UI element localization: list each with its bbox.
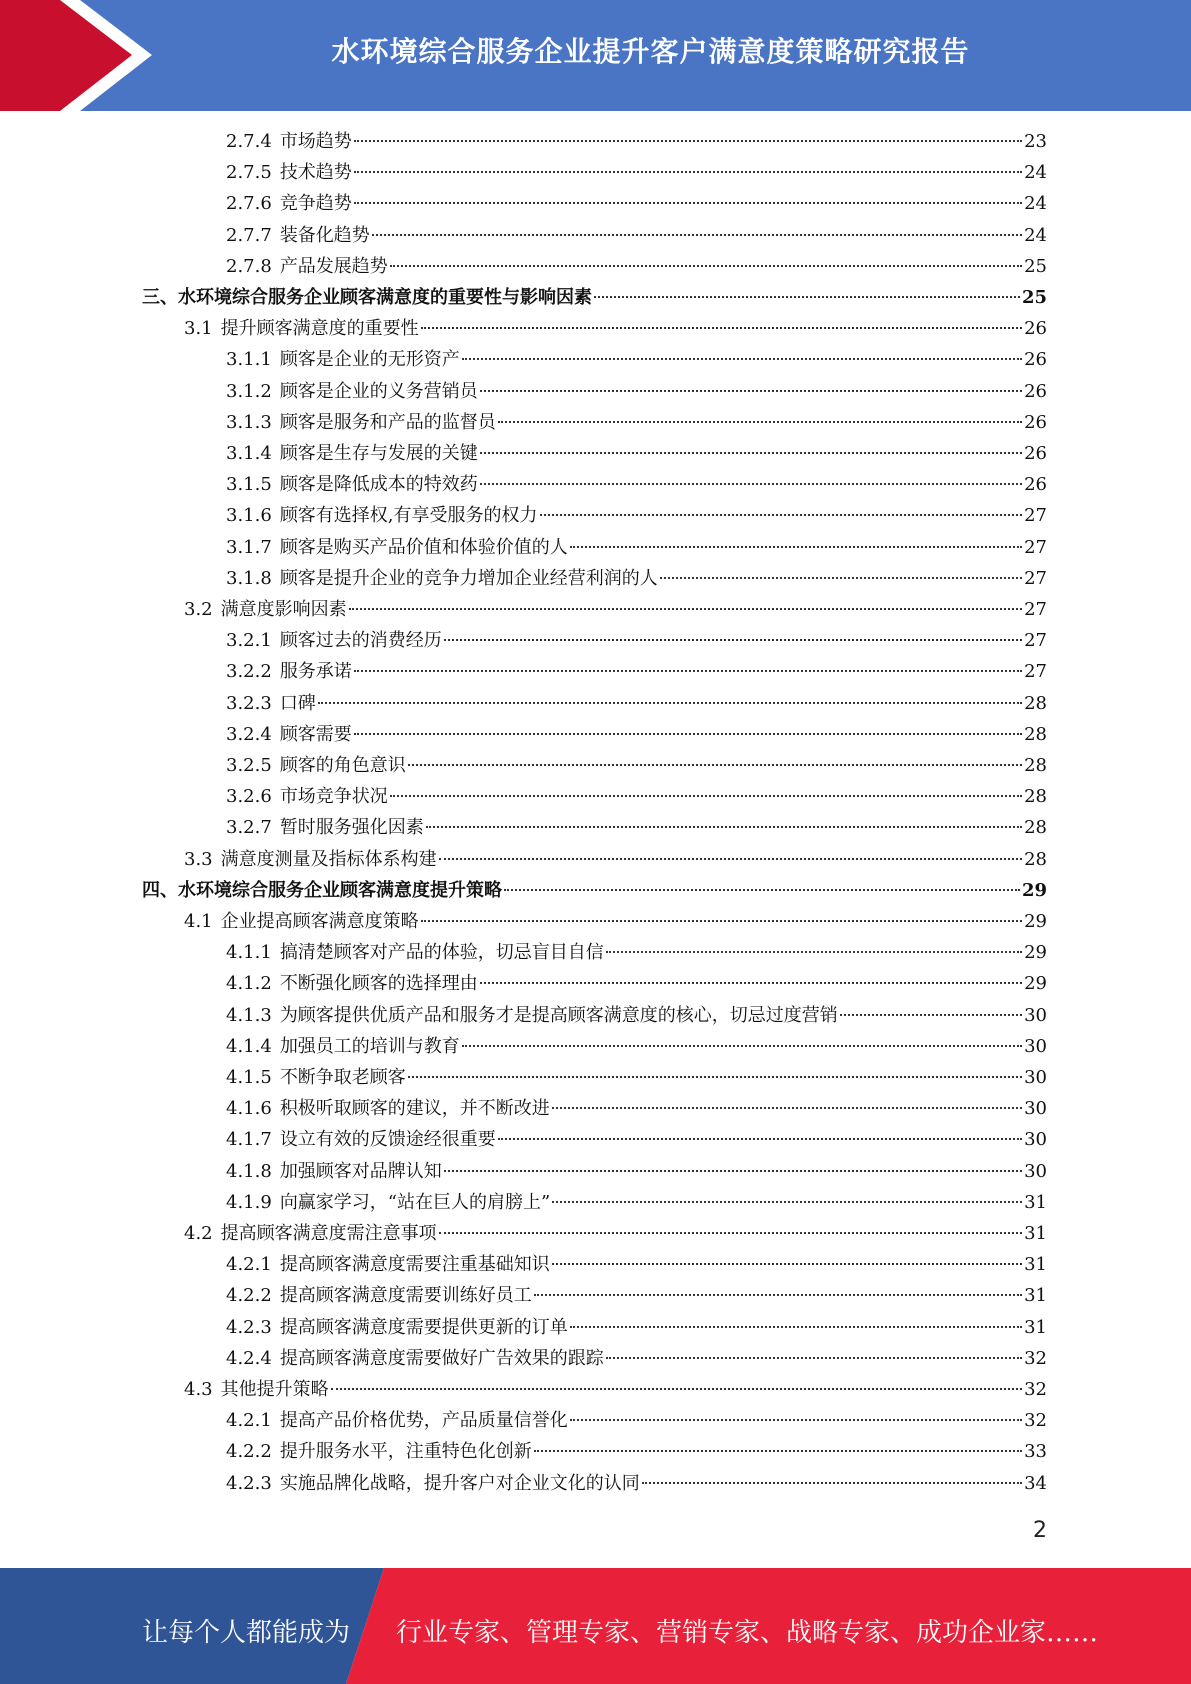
toc-entry-page: 26 (1024, 318, 1047, 340)
toc-entry[interactable] (226, 532, 1047, 563)
toc-entry-title: 积极听取顾客的建议，并不断改进 (279, 1098, 550, 1120)
toc-entry[interactable] (226, 407, 1047, 438)
toc-entry-number: 2.7.8 (226, 255, 272, 277)
toc-entry-number: 4.3 (184, 1379, 213, 1400)
toc-dot-leader (408, 764, 1022, 766)
toc-entry-page: 32 (1024, 1347, 1047, 1369)
toc-entry-number: 3.2.5 (226, 755, 272, 776)
toc-entry-number: 3.3 (184, 848, 213, 870)
toc-entry[interactable] (226, 1187, 1047, 1218)
toc-entry-page: 26 (1024, 443, 1047, 464)
toc-entry-title: 竞争趋势 (279, 193, 352, 215)
toc-dot-leader (840, 1014, 1022, 1016)
toc-entry-title: 提高顾客满意度需要提供更新的订单 (279, 1316, 568, 1338)
toc-entry-page: 33 (1024, 1441, 1047, 1463)
toc-entry[interactable] (142, 282, 1047, 313)
toc-entry-page: 30 (1024, 1067, 1047, 1088)
toc-entry[interactable] (184, 844, 1047, 875)
toc-entry[interactable] (226, 220, 1047, 251)
toc-entry-title: 顾客需要 (279, 723, 352, 745)
toc-entry-number: 三、 (142, 287, 178, 308)
toc-dot-leader (318, 702, 1022, 704)
toc-entry-title: 顾客是服务和产品的监督员 (279, 411, 496, 433)
toc-entry-title: 加强员工的培训与教育 (279, 1035, 460, 1057)
toc-dot-leader (480, 483, 1022, 485)
toc-entry-number: 4.1.9 (226, 1191, 272, 1213)
toc-entry-number: 3.2 (184, 599, 213, 620)
toc-entry[interactable] (226, 1000, 1047, 1031)
toc-entry[interactable] (184, 313, 1047, 344)
toc-entry-title: 服务承诺 (279, 661, 352, 683)
toc-dot-leader (570, 1326, 1022, 1328)
toc-entry[interactable] (226, 1468, 1047, 1499)
toc-entry-title: 满意度影响因素 (220, 599, 347, 620)
toc-entry-number: 4.2.2 (226, 1441, 272, 1463)
page-header (0, 0, 1191, 111)
toc-entry[interactable] (226, 750, 1047, 781)
toc-entry-number: 4.2.1 (226, 1410, 272, 1432)
footer-slogan-right: 行业专家、管理专家、营销专家、战略专家、成功企业家…… (396, 1618, 1099, 1648)
toc-entry-number: 4.2.4 (226, 1347, 272, 1369)
toc-entry-title: 提高顾客满意度需要做好广告效果的跟踪 (279, 1347, 604, 1369)
toc-dot-leader (540, 514, 1023, 516)
toc-dot-leader (390, 795, 1022, 797)
toc-entry-page: 28 (1024, 786, 1047, 808)
toc-entry-number: 2.7.7 (226, 224, 272, 246)
toc-entry-number: 3.1.7 (226, 536, 272, 558)
toc-entry-title: 水环境综合服务企业顾客满意度提升策略 (178, 879, 502, 901)
toc-entry[interactable] (226, 157, 1047, 188)
toc-entry-page: 26 (1024, 349, 1047, 371)
toc-entry-page: 31 (1024, 1191, 1047, 1213)
toc-dot-leader (421, 920, 1022, 922)
toc-entry-number: 4.1.2 (226, 973, 272, 995)
toc-entry-number: 2.7.4 (226, 131, 272, 152)
toc-entry[interactable] (226, 1436, 1047, 1467)
toc-entry-title: 提高顾客满意度需要训练好员工 (279, 1285, 532, 1307)
toc-dot-leader (408, 1076, 1022, 1078)
toc-entry[interactable] (226, 1249, 1047, 1280)
toc-entry-page: 26 (1024, 380, 1047, 402)
toc-entry-page: 32 (1024, 1379, 1047, 1400)
toc-entry[interactable] (226, 438, 1047, 469)
toc-entry-title: 水环境综合服务企业顾客满意度的重要性与影响因素 (178, 287, 592, 308)
toc-entry-title: 暂时服务强化因素 (279, 817, 424, 839)
toc-entry-title: 顾客是降低成本的特效药 (279, 474, 478, 496)
toc-entry[interactable] (226, 563, 1047, 594)
toc-dot-leader (421, 327, 1022, 329)
toc-entry[interactable] (226, 188, 1047, 219)
toc-dot-leader (552, 1201, 1022, 1203)
toc-entry-number: 3.1.2 (226, 380, 272, 402)
toc-entry-title: 加强顾客对品牌认知 (279, 1160, 442, 1182)
toc-entry-title: 其他提升策略 (220, 1379, 329, 1400)
toc-entry-page: 27 (1024, 599, 1047, 620)
toc-entry-page: 31 (1024, 1223, 1047, 1244)
toc-dot-leader (606, 951, 1022, 953)
toc-entry[interactable] (226, 968, 1047, 999)
header-title: 水环境综合服务企业提升客户满意度策略研究报告 (331, 35, 970, 68)
toc-entry-title: 顾客有选择权,有享受服务的权力 (279, 505, 538, 527)
toc-entry-title: 顾客的角色意识 (279, 755, 406, 776)
toc-entry-page: 27 (1024, 567, 1047, 589)
page-number: 2 (1033, 1518, 1047, 1543)
toc-entry-number: 3.2.6 (226, 786, 272, 808)
toc-entry[interactable] (184, 906, 1047, 937)
toc-entry-title: 顾客是购买产品价值和体验价值的人 (279, 536, 568, 558)
toc-entry-page: 29 (1024, 942, 1047, 964)
toc-entry-title: 企业提高顾客满意度策略 (220, 911, 419, 932)
toc-dot-leader (642, 1482, 1022, 1484)
toc-entry-title: 顾客是企业的义务营销员 (279, 380, 478, 402)
toc-dot-leader (349, 608, 1022, 610)
toc-entry-page: 27 (1024, 505, 1047, 527)
footer-slogan-left: 让每个人都能成为 (142, 1618, 351, 1648)
toc-entry[interactable] (226, 500, 1047, 531)
toc-entry[interactable] (226, 937, 1047, 968)
toc-dot-leader (331, 1388, 1022, 1390)
toc-entry-number: 2.7.6 (226, 193, 272, 215)
page-footer (0, 1568, 1191, 1684)
toc-entry-number: 3.1.5 (226, 474, 272, 496)
toc-entry-number: 4.1.3 (226, 1004, 272, 1026)
toc-dot-leader (354, 171, 1022, 173)
toc-dot-leader (372, 234, 1022, 236)
toc-entry-number: 3.1.8 (226, 567, 272, 589)
toc-entry-page: 31 (1024, 1254, 1047, 1276)
toc-entry[interactable] (226, 251, 1047, 282)
toc-entry-title: 顾客过去的消费经历 (279, 630, 442, 652)
toc-dot-leader (552, 1263, 1022, 1265)
toc-entry-page: 25 (1021, 287, 1047, 308)
toc-entry[interactable] (142, 875, 1047, 906)
toc-entry-page: 24 (1024, 162, 1047, 184)
toc-dot-leader (354, 733, 1022, 735)
toc-dot-leader (570, 1419, 1022, 1421)
toc-dot-leader (594, 296, 1020, 298)
toc-entry-number: 3.2.3 (226, 692, 272, 714)
toc-entry-title: 不断强化顾客的选择理由 (279, 973, 478, 995)
toc-dot-leader (552, 1107, 1022, 1109)
toc-entry-number: 2.7.5 (226, 162, 272, 184)
toc-dot-leader (390, 265, 1022, 267)
toc-dot-leader (354, 140, 1022, 142)
toc-entry-title: 搞清楚顾客对产品的体验，切忌盲目自信 (279, 942, 604, 964)
toc-dot-leader (462, 1045, 1022, 1047)
toc-entry[interactable] (226, 625, 1047, 656)
toc-entry-page: 26 (1024, 474, 1047, 496)
toc-entry[interactable] (184, 1218, 1047, 1249)
toc-entry[interactable] (226, 1405, 1047, 1436)
toc-entry-page: 24 (1024, 193, 1047, 215)
toc-entry-page: 31 (1024, 1316, 1047, 1338)
toc-entry-title: 市场趋势 (279, 131, 352, 152)
toc-entry[interactable] (226, 1280, 1047, 1311)
toc-entry-title: 满意度测量及指标体系构建 (220, 848, 437, 870)
toc-dot-leader (426, 826, 1022, 828)
toc-dot-leader (498, 1138, 1022, 1140)
toc-entry[interactable] (226, 1093, 1047, 1124)
toc-entry-title: 提升顾客满意度的重要性 (220, 318, 419, 340)
toc-entry-page: 27 (1024, 536, 1047, 558)
toc-entry[interactable] (226, 126, 1047, 157)
toc-entry-title: 装备化趋势 (279, 224, 370, 246)
toc-entry-number: 4.1.6 (226, 1098, 272, 1120)
toc-entry-number: 4.1 (184, 911, 213, 932)
toc-entry-number: 四、 (142, 879, 178, 901)
toc-entry-number: 4.2.3 (226, 1316, 272, 1338)
toc-entry-page: 31 (1024, 1285, 1047, 1307)
toc-entry-title: 顾客是生存与发展的关键 (279, 443, 478, 464)
toc-dot-leader (480, 982, 1022, 984)
toc-entry-number: 3.1 (184, 318, 213, 340)
toc-entry-page: 30 (1024, 1129, 1047, 1151)
toc-entry-page: 30 (1024, 1098, 1047, 1120)
toc-entry-number: 3.2.2 (226, 661, 272, 683)
toc-dot-leader (498, 421, 1022, 423)
toc-entry-title: 提高产品价格优势，产品质量信誉化 (279, 1410, 568, 1432)
toc-entry-number: 3.2.7 (226, 817, 272, 839)
toc-entry-page: 28 (1024, 723, 1047, 745)
toc-entry-number: 3.2.1 (226, 630, 272, 652)
toc-entry-number: 4.1.1 (226, 942, 272, 964)
header-arrow-icon (0, 0, 160, 111)
toc-entry[interactable] (226, 1031, 1047, 1062)
toc-dot-leader (570, 546, 1022, 548)
toc-dot-leader (439, 858, 1022, 860)
toc-entry-title: 口碑 (279, 692, 316, 714)
toc-entry-page: 24 (1024, 224, 1047, 246)
toc-entry-title: 向赢家学习，“站在巨人的肩膀上” (279, 1191, 551, 1213)
toc-entry[interactable] (184, 594, 1047, 625)
toc-entry-number: 3.1.6 (226, 505, 272, 527)
toc-entry-title: 技术趋势 (279, 162, 352, 184)
toc-entry[interactable] (226, 719, 1047, 750)
toc-entry-page: 23 (1024, 131, 1047, 152)
toc-dot-leader (606, 1357, 1022, 1359)
toc-dot-leader (504, 889, 1020, 891)
toc-entry-title: 设立有效的反馈途经很重要 (279, 1129, 496, 1151)
toc-entry-number: 4.2.1 (226, 1254, 272, 1276)
toc-entry-page: 27 (1024, 630, 1047, 652)
toc-entry[interactable] (226, 1343, 1047, 1374)
toc-entry-number: 4.1.7 (226, 1129, 272, 1151)
toc-dot-leader (480, 452, 1022, 454)
toc-dot-leader (444, 639, 1022, 641)
toc-entry-page: 26 (1024, 411, 1047, 433)
toc-entry[interactable] (226, 656, 1047, 687)
toc-entry[interactable] (226, 781, 1047, 812)
toc-entry[interactable] (226, 1312, 1047, 1343)
toc-entry-page: 30 (1024, 1004, 1047, 1026)
toc-dot-leader (480, 390, 1022, 392)
toc-entry-title: 市场竞争状况 (279, 786, 388, 808)
toc-entry-number: 4.1.5 (226, 1067, 272, 1088)
toc-entry-page: 28 (1024, 755, 1047, 776)
toc-dot-leader (354, 202, 1022, 204)
toc-entry-page: 30 (1024, 1160, 1047, 1182)
toc-entry-page: 29 (1024, 911, 1047, 932)
toc-entry-page: 32 (1024, 1410, 1047, 1432)
toc-entry-number: 3.2.4 (226, 723, 272, 745)
toc-entry[interactable] (226, 376, 1047, 407)
toc-entry-number: 4.2 (184, 1223, 213, 1244)
toc-entry-number: 3.1.1 (226, 349, 272, 371)
toc-entry-page: 25 (1024, 255, 1047, 277)
toc-entry-number: 4.1.4 (226, 1035, 272, 1057)
toc-dot-leader (534, 1450, 1022, 1452)
toc-dot-leader (660, 577, 1022, 579)
toc-dot-leader (439, 1232, 1022, 1234)
toc-entry[interactable] (226, 1156, 1047, 1187)
toc-entry[interactable] (226, 812, 1047, 843)
toc-entry-number: 4.2.3 (226, 1472, 272, 1494)
toc-entry-number: 4.1.8 (226, 1160, 272, 1182)
toc-entry[interactable] (226, 1062, 1047, 1093)
toc-entry[interactable] (226, 344, 1047, 375)
toc-entry-page: 34 (1024, 1472, 1047, 1494)
toc-dot-leader (354, 670, 1022, 672)
toc-entry-title: 实施品牌化战略，提升客户对企业文化的认同 (279, 1472, 640, 1494)
toc-entry-page: 30 (1024, 1035, 1047, 1057)
toc-entry-page: 27 (1024, 661, 1047, 683)
toc-entry-title: 产品发展趋势 (279, 255, 388, 277)
toc-entry[interactable] (226, 469, 1047, 500)
toc-entry-page: 29 (1021, 879, 1047, 901)
toc-entry-title: 提高顾客满意度需注意事项 (220, 1223, 437, 1244)
toc-entry-page: 28 (1024, 848, 1047, 870)
toc-entry-title: 为顾客提供优质产品和服务才是提高顾客满意度的核心，切忌过度营销 (279, 1004, 838, 1026)
toc-dot-leader (462, 358, 1022, 360)
toc-dot-leader (534, 1294, 1022, 1296)
toc-entry-number: 4.2.2 (226, 1285, 272, 1307)
toc-entry-page: 28 (1024, 692, 1047, 714)
toc-entry-title: 提升服务水平，注重特色化创新 (279, 1441, 532, 1463)
toc-entry-number: 3.1.3 (226, 411, 272, 433)
toc-entry-number: 3.1.4 (226, 443, 272, 464)
toc-entry-title: 不断争取老顾客 (279, 1067, 406, 1088)
toc-dot-leader (444, 1170, 1022, 1172)
toc-entry[interactable] (226, 1124, 1047, 1155)
toc-entry[interactable] (184, 1374, 1047, 1405)
toc-entry-title: 顾客是企业的无形资产 (279, 349, 460, 371)
toc-entry[interactable] (226, 688, 1047, 719)
toc-entry-page: 28 (1024, 817, 1047, 839)
toc-entry-title: 顾客是提升企业的竞争力增加企业经营利润的人 (279, 567, 658, 589)
toc-entry-title: 提高顾客满意度需要注重基础知识 (279, 1254, 550, 1276)
toc-entry-page: 29 (1024, 973, 1047, 995)
